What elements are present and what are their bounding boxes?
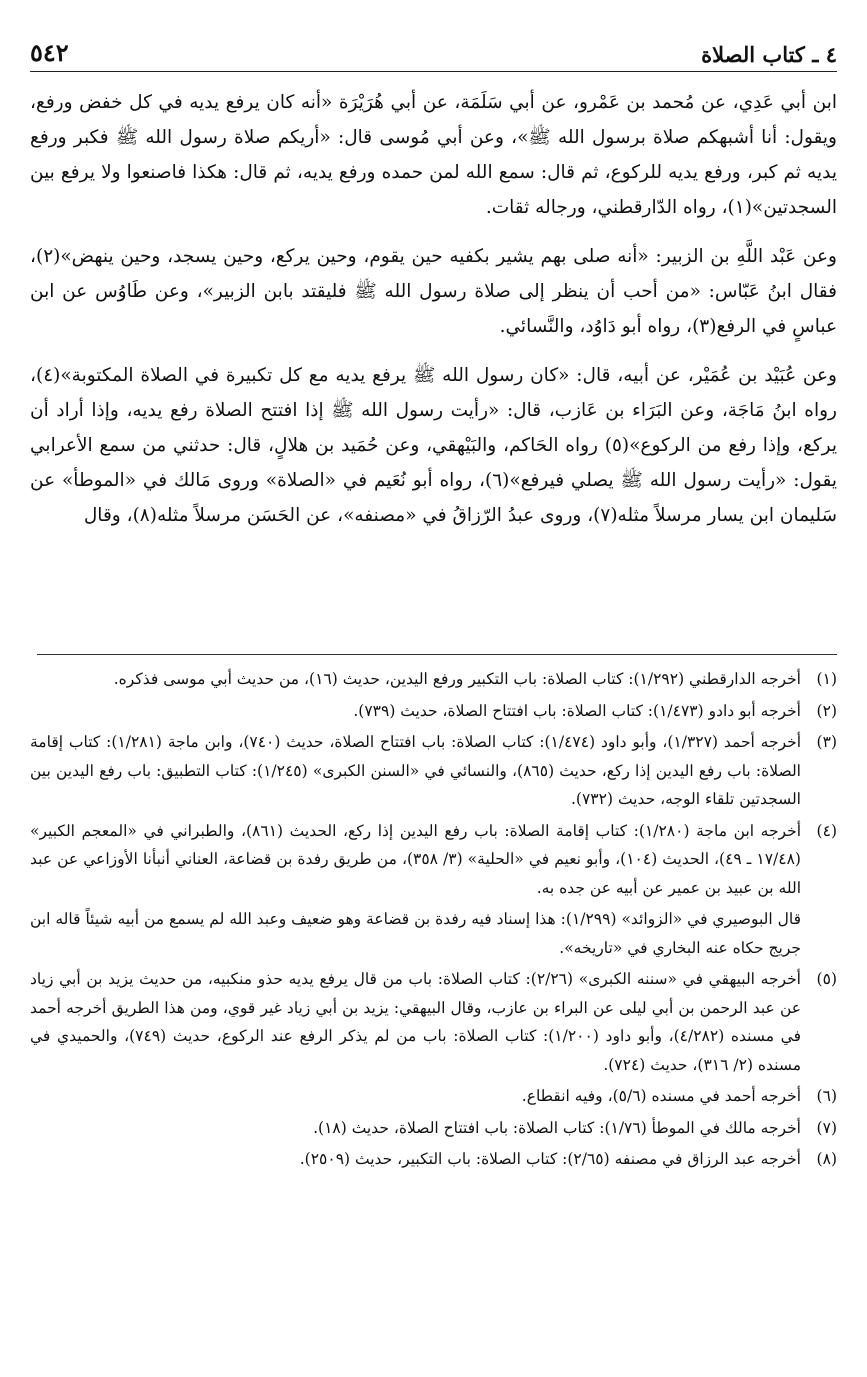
footnote: [30, 817, 837, 903]
footnote: [30, 697, 837, 726]
footnote-number: (٢): [816, 701, 837, 720]
footnote-divider: [37, 654, 837, 655]
footnote-number: (٦): [816, 1087, 837, 1105]
footnote: [30, 665, 837, 694]
footnote-text: أخرجه أحمد (١/٣٢٧)، وأبو داود (١/٤٧٤): كتاب الصلاة: باب افتتاح الصلاة، حديث (٧٤٠)، وابن ماجة (١/٢٨١): كتاب إقامة الصلاة: باب رفع اليدين إذا ركع، حديث (٨٦٥)، والنسائي في «السنن الكبرى» (١/٢٤٥): كتاب التطبيق: باب رفع اليدين بين السجدتين تلقاء الوجه، حديث (٧٣٢).: [30, 733, 802, 808]
footnote-number: (١): [816, 670, 837, 688]
footnote: [30, 1114, 837, 1143]
footnotes: [30, 665, 837, 1177]
footnote: [30, 1082, 837, 1111]
footnote: [30, 965, 837, 1079]
footnote-number: (٣): [816, 733, 837, 751]
paragraph: وعن عُبَيْد بن عُمَيْر، عن أبيه، قال: «كان رسول الله ﷺ يرفع يديه مع كل تكبيرة في الصلاة المكتوبة»(٤)، رواه ابنُ مَاجَة، وعن البَرَاء بن عَازب، قال: «رأيت رسول الله ﷺ إذا افتتح الصلاة رفع يديه، وإذا أراد أن يركع، وإذا رفع من الركوع»(٥) رواه الحَاكم، والبَيْهقي، وعن حُمَيد بن هلالٍ، قال: حدثني من سمع الأعرابي يقول: «رأيت رسول الله ﷺ يصلي فيرفع»(٦)، رواه أبو نُعَيم في «الصلاة» وروى مَالك في «الموطأ» عن سَليمان ابن يسار مرسلاً مثله(٧)، وروى عبدُ الرّزاقُ في «مصنفه»، عن الحَسَن مرسلاً مثله(٨)، وقال: [30, 365, 837, 526]
footnote-text: أخرجه ابن ماجة (١/٢٨٠): كتاب إقامة الصلاة: باب رفع اليدين إذا ركع، الحديث (٨٦١)، والطبراني في «المعجم الكبير» (١٧/٤٨ ـ ٤٩)، الحديث (١٠٤)، وأبو نعيم في «الحلية» (٣/ ٣٥٨)، من طريق رفدة بن قضاعة، العناني أنبأنا الأوزاعي عن عبد الله بن عبيد بن عمير عن أبيه عن جده به.: [30, 821, 801, 897]
footnote-number: (٨): [816, 1150, 837, 1168]
paragraph: ابن أبي عَدِي، عن مُحمد بن عَمْرو، عن أبي سَلَمَة، عن أبي هُرَيْرَة «أنه كان يرفع يديه في كل خفض ورفع، ويقول: أنا أشبهكم صلاة برسول الله ﷺ»، وعن أبي مُوسى قال: «أريكم صلاة رسول الله ﷺ فكبر ورفع يديه ثم كبر، ورفع يديه للركوع، ثم قال: سمع الله لمن حمده ورفع يديه، ثم قال: هكذا فاصنعوا ولا يرفع بين السجدتين»(١)، رواه الدّارقطني، ورجاله ثقات.: [30, 92, 837, 218]
page-header: [30, 30, 837, 72]
footnote-text: أخرجه مالك في الموطأ (١/٧٦): كتاب الصلاة: باب افتتاح الصلاة، حديث (١٨).: [313, 1118, 801, 1137]
running-title: ٤ ـ كتاب الصلاة: [701, 42, 837, 67]
paragraph: وعن عَبْد اللَّهِ بن الزبير: «أنه صلى بهم يشير بكفيه حين يقوم، وحين يركع، وحين يسجد، وحين ينهض»(٢)، فقال ابنُ عَبّاس: «من أحب أن ينظر إلى صلاة رسول الله ﷺ فليقتد بابن الزبير»، وعن طَاوُس عن ابن عباسٍ في الرفع(٣)، رواه أبو دَاوُد، والنَّسائي.: [30, 246, 837, 337]
footnote: [30, 1145, 837, 1174]
footnote-text: أخرجه أبو دادو (١/٤٧٣): كتاب الصلاة: باب افتتاح الصلاة، حديث (٧٣٩).: [353, 701, 801, 720]
page-number: ٥٤٢: [30, 38, 69, 67]
footnote-text: أخرجه الدارقطني (١/٢٩٢): كتاب الصلاة: باب التكبير ورفع اليدين، حديث (١٦)، من حديث أبي موسى فذكره.: [113, 670, 801, 688]
footnote-number: (٤): [816, 821, 837, 840]
footnote-text: أخرجه عبد الرزاق في مصنفه (٢/٦٥): كتاب الصلاة: باب التكبير، حديث (٢٥٠٩).: [299, 1150, 801, 1168]
main-text: [30, 85, 837, 547]
footnote-number: (٥): [816, 970, 837, 988]
footnote: [30, 728, 837, 814]
footnote-continuation: [30, 905, 837, 962]
footnote-text: أخرجه أحمد في مسنده (٥/٦)، وفيه انقطاع.: [521, 1087, 801, 1105]
footnote-text: قال البوصيري في «الزوائد» (١/٢٩٩): هذا إسناد فيه رفدة بن قضاعة وهو ضعيف وعبد الله لم يسمع من أبيه شيئاً قاله ابن جريج حكاه عنه البخاري في «تاريخه».: [30, 910, 801, 957]
footnote-text: أخرجه البيهقي في «سننه الكبرى» (٢/٢٦): كتاب الصلاة: باب من قال يرفع يديه حذو منكبيه، من حديث يزيد بن أبي زياد عن عبد الرحمن بن أبي ليلى عن البراء بن عازب، وقال البيهقي: يزيد بن أبي زياد غير قوي، ومن هذا الطريق أخرجه أحمد في مسنده (٤/٢٨٢)، وأبو داود (١/٢٠٠): كتاب الصلاة: باب من لم يذكر الرفع عند الركوع، حديث (٧٤٩)، والحميدي في مسنده (٢/ ٣١٦)، حديث (٧٢٤).: [30, 970, 801, 1074]
footnote-number: (٧): [816, 1118, 837, 1137]
